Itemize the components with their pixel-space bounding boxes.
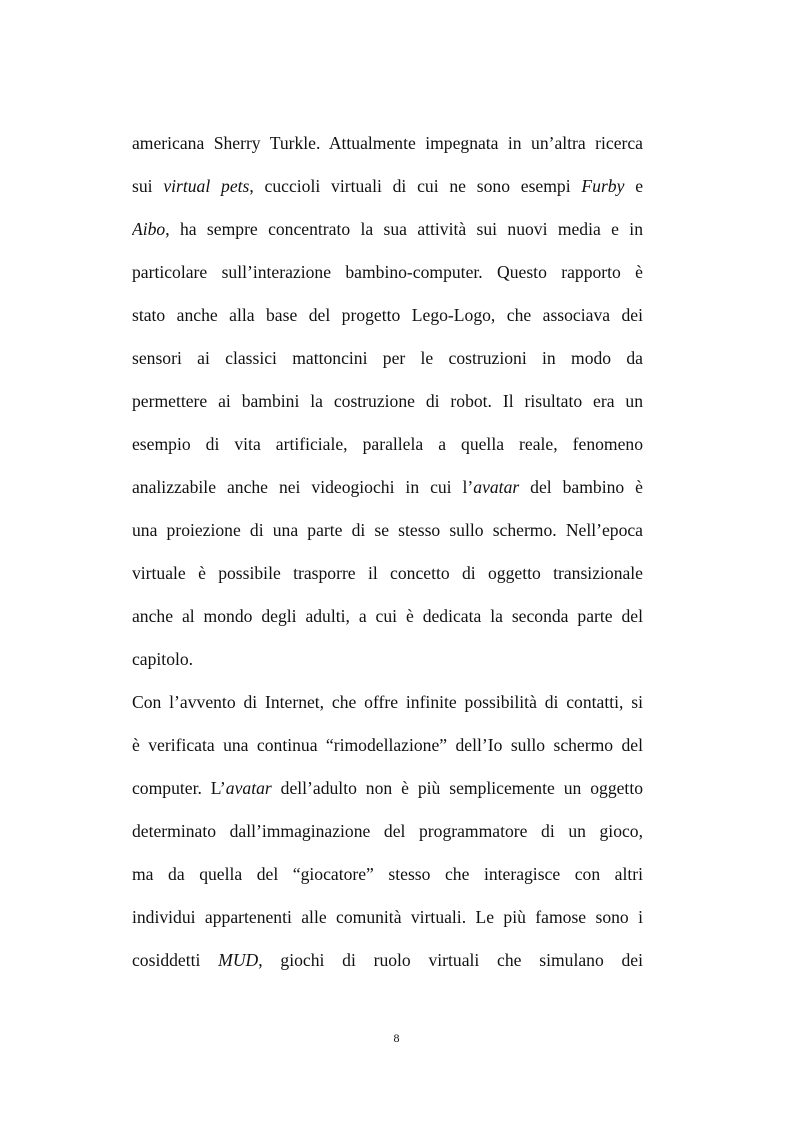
- text-line: [132, 168, 643, 211]
- text-line: [132, 684, 643, 727]
- text-line: [132, 254, 643, 297]
- text-segment: capitolo.: [132, 649, 194, 669]
- text-line: [132, 856, 643, 899]
- text-segment: particolare sull’interazione bambino-computer. Questo rapporto è: [132, 262, 643, 282]
- text-line: [132, 770, 643, 813]
- text-segment: Con l’avvento di Internet, che offre infinite possibilità di contatti, si: [132, 692, 643, 712]
- text-segment: americana Sherry Turkle. Attualmente impegnata in un’altra ricerca: [132, 133, 643, 153]
- text-segment: sui: [132, 176, 164, 196]
- text-segment: anche al mondo degli adulti, a cui è dedicata la seconda parte del: [132, 606, 643, 626]
- text-segment: individui appartenenti alle comunità virtuali. Le più famose sono i: [132, 907, 643, 927]
- text-line: [132, 641, 643, 684]
- italic-term: avatar: [473, 477, 520, 497]
- text-segment: del bambino è: [519, 477, 643, 497]
- text-line: [132, 340, 643, 383]
- text-line: [132, 727, 643, 770]
- text-line: [132, 813, 643, 856]
- text-line: [132, 211, 643, 254]
- italic-term: avatar: [225, 778, 272, 798]
- text-line: [132, 297, 643, 340]
- text-line: [132, 426, 643, 469]
- text-segment: computer. L’: [132, 778, 226, 798]
- text-line: [132, 899, 643, 942]
- text-segment: , cuccioli virtuali di cui ne sono esempi: [249, 176, 582, 196]
- text-line: [132, 125, 643, 168]
- text-segment: , giochi di ruolo virtuali che simulano dei: [258, 950, 643, 970]
- text-line: [132, 512, 643, 555]
- text-line: [132, 942, 643, 985]
- body-text: [132, 125, 643, 985]
- text-segment: esempio di vita artificiale, parallela a quella reale, fenomeno: [132, 434, 643, 454]
- text-segment: cosiddetti: [132, 950, 219, 970]
- text-line: [132, 469, 643, 512]
- text-segment: stato anche alla base del progetto Lego-Logo, che associava dei: [132, 305, 643, 325]
- text-line: [132, 598, 643, 641]
- text-segment: è verificata una continua “rimodellazione” dell’Io sullo schermo del: [132, 735, 643, 755]
- text-segment: virtuale è possibile trasporre il concetto di oggetto transizionale: [132, 563, 643, 583]
- italic-term: Furby: [581, 176, 625, 196]
- italic-term: Aibo: [132, 219, 166, 239]
- page-number: 8: [393, 1031, 400, 1045]
- italic-term: MUD: [218, 950, 259, 970]
- text-segment: ma da quella del “giocatore” stesso che interagisce con altri: [132, 864, 643, 884]
- text-segment: e: [624, 176, 643, 196]
- text-line: [132, 555, 643, 598]
- text-segment: analizzabile anche nei videogiochi in cui l’: [132, 477, 474, 497]
- text-line: [132, 383, 643, 426]
- italic-term: virtual pets: [163, 176, 250, 196]
- text-segment: dell’adulto non è più semplicemente un oggetto: [271, 778, 643, 798]
- text-segment: permettere ai bambini la costruzione di robot. Il risultato era un: [132, 391, 643, 411]
- text-segment: sensori ai classici mattoncini per le costruzioni in modo da: [132, 348, 643, 368]
- text-segment: una proiezione di una parte di se stesso sullo schermo. Nell’epoca: [132, 520, 643, 540]
- text-segment: , ha sempre concentrato la sua attività sui nuovi media e in: [165, 219, 643, 239]
- text-segment: determinato dall’immaginazione del programmatore di un gioco,: [132, 821, 643, 841]
